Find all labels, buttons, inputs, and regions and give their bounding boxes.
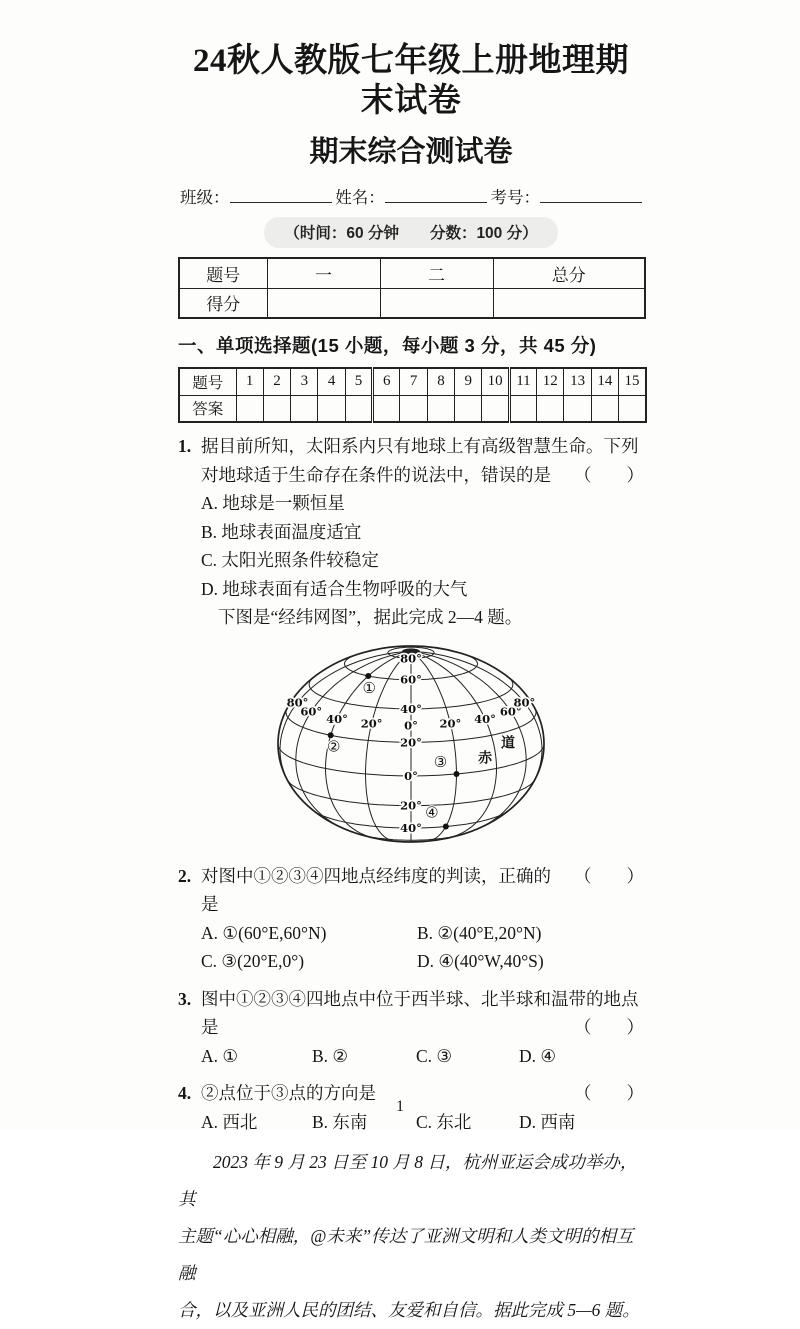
option-a: A. ① [201,1045,239,1066]
score-table [178,257,646,319]
answer-table [178,367,647,423]
answer-cell [291,395,318,422]
meta-row [178,217,644,248]
option-a: A. 地球是一颗恒星 [201,493,345,514]
score-table-header-row [179,258,645,288]
class-label: 班级： [180,188,230,208]
option-b: B. 地球表面温度适宜 [201,521,362,542]
answer-bracket: （ ） [574,464,644,485]
longitude-label: 20° [439,716,462,731]
answer-cell [427,395,454,422]
question-1 [178,432,644,632]
longitude-label: 0° [404,717,418,732]
question-4-stem: ②点位于③点的方向是 [201,1083,376,1104]
answer-col-number: 7 [400,368,427,395]
passage-line: 2023 年 9 月 23 日至 10 月 8 日，杭州亚运会成功举办，其 [178,1152,638,1210]
answer-col-number: 9 [455,368,482,395]
passage-line: 合，以及亚洲人民的团结、友爱和自信。据此完成 5—6 题。 [178,1300,640,1321]
time-score-pill: （时间：60 分钟 分数：100 分） [264,217,557,248]
option-b: B. 东南 [312,1111,368,1132]
longitude-label: 20° [360,716,383,731]
name-blank-line [385,188,487,203]
point-symbol: ④ [425,803,439,822]
answer-bracket: （ ） [574,865,644,886]
student-info-row [178,184,644,208]
answer-col-number: 12 [537,368,564,395]
answer-cell [591,395,618,422]
answer-table-number-row [179,368,646,395]
point-symbol: ③ [433,752,448,771]
answer-cell [619,395,646,422]
exam-no-label: 考号： [490,188,540,208]
page-number: 1 [396,1098,404,1115]
point-symbol: ② [326,736,341,755]
answer-cell [345,395,372,422]
question-1-stem: 据目前所知，太阳系内只有地球上有高级智慧生命。下列 [201,436,639,457]
note-2-4: 下图是“经纬网图”，据此完成 2—4 题。 [218,607,523,628]
option-d: D. ④(40°W,40°S) [417,951,544,972]
score-table-value-row [179,288,645,318]
option-d: D. ④ [519,1045,557,1066]
latitude-label: 20° [400,798,422,813]
option-b: B. ② [312,1045,349,1066]
longitude-label: 40° [474,711,496,726]
longitude-label: 40° [326,711,348,726]
question-1-number: 1. [178,436,192,457]
answer-table-row-label: 答案 [179,395,236,422]
answer-col-number: 2 [263,368,290,395]
point-symbol: ① [362,678,376,697]
equator-label: 赤 [478,749,493,766]
answer-col-number: 6 [373,368,400,395]
answer-table-header-label: 题号 [179,368,236,395]
score-table-col-total: 总分 [493,258,645,288]
name-field [335,184,487,208]
answer-cell [400,395,427,422]
latitude-label: 40° [400,701,422,716]
option-a: A. 西北 [201,1111,258,1132]
name-label: 姓名： [335,188,385,208]
passage-line: 主题“心心相融，@未来”传达了亚洲文明和人类文明的相互融 [178,1226,634,1284]
option-c: C. ③(20°E,0°) [201,951,305,972]
answer-col-number: 10 [482,368,509,395]
latitude-label: 80° [400,650,422,665]
longitude-label: 60° [300,704,323,719]
answer-cell [482,395,509,422]
question-3-options [178,1042,644,1071]
score-cell [380,288,493,318]
exam-no-field [491,184,643,208]
question-2-stem: 对图中①②③④四地点经纬度的判读，正确的是 [200,865,551,915]
latitude-label: 40° [400,820,422,835]
answer-cell [373,395,400,422]
score-cell [267,288,380,318]
answer-cell [509,395,536,422]
equator-label: 道 [501,734,516,751]
score-table-row-label: 得分 [179,288,267,318]
option-c: C. 东北 [416,1111,472,1132]
option-c: C. 太阳光照条件较稳定 [201,550,379,571]
answer-col-number: 3 [291,368,318,395]
question-4-number: 4. [178,1083,192,1104]
score-table-header-label: 题号 [179,258,267,288]
answer-col-number: 13 [564,368,591,395]
latitude-label: 60° [400,672,422,687]
question-1-stem: 对地球适于生命存在条件的说法中，错误的是 [201,464,551,485]
passage-5-6 [178,1144,644,1329]
page-title: 24秋人教版七年级上册地理期末试卷 [193,43,629,119]
class-blank-line [230,188,332,203]
score-cell [493,288,645,318]
latitude-label: 20° [400,734,422,749]
option-d: D. 西南 [519,1111,576,1132]
question-2-number: 2. [178,865,192,886]
question-3-stem: 是 [201,1017,219,1038]
answer-col-number: 1 [236,368,263,395]
longitude-label: 80° [513,695,536,710]
answer-col-number: 5 [345,368,372,395]
section-1-heading: 一、单项选择题(15 小题，每小题 3 分，共 45 分) [178,335,597,357]
option-b: B. ②(40°E,20°N) [417,922,542,943]
page-subtitle: 期末综合测试卷 [309,136,513,169]
answer-bracket: （ ） [574,1017,644,1038]
answer-cell [564,395,591,422]
option-c: C. ③ [416,1045,453,1066]
answer-col-number: 8 [427,368,454,395]
question-1-options [178,489,644,603]
answer-col-number: 4 [318,368,345,395]
globe-svg [271,640,551,848]
answer-cell [318,395,345,422]
answer-cell [236,395,263,422]
question-2-options [178,919,644,976]
score-table-col-2: 二 [380,258,493,288]
answer-cell [455,395,482,422]
latitude-longitude-grid-figure [271,640,551,853]
question-2 [178,862,644,976]
answer-cell [263,395,290,422]
answer-col-number: 11 [509,368,536,395]
answer-col-number: 14 [591,368,618,395]
latitude-label: 0° [404,768,418,783]
longitude-label: 60° [499,704,522,719]
longitude-label: 80° [286,695,309,710]
score-table-col-1: 一 [267,258,380,288]
option-d: D. 地球表面有适合生物呼吸的大气 [201,578,468,599]
answer-table-answer-row [179,395,646,422]
exam-no-blank-line [540,188,642,203]
question-3 [178,985,644,1071]
point-dot [453,771,459,777]
option-a: A. ①(60°E,60°N) [201,922,327,943]
answer-cell [537,395,564,422]
class-field [180,184,332,208]
question-3-stem: 图中①②③④四地点中位于西半球、北半球和温带的地点 [201,988,639,1009]
answer-bracket: （ ） [574,1083,644,1104]
point-dot [443,823,449,829]
answer-col-number: 15 [619,368,646,395]
question-3-number: 3. [178,988,192,1009]
